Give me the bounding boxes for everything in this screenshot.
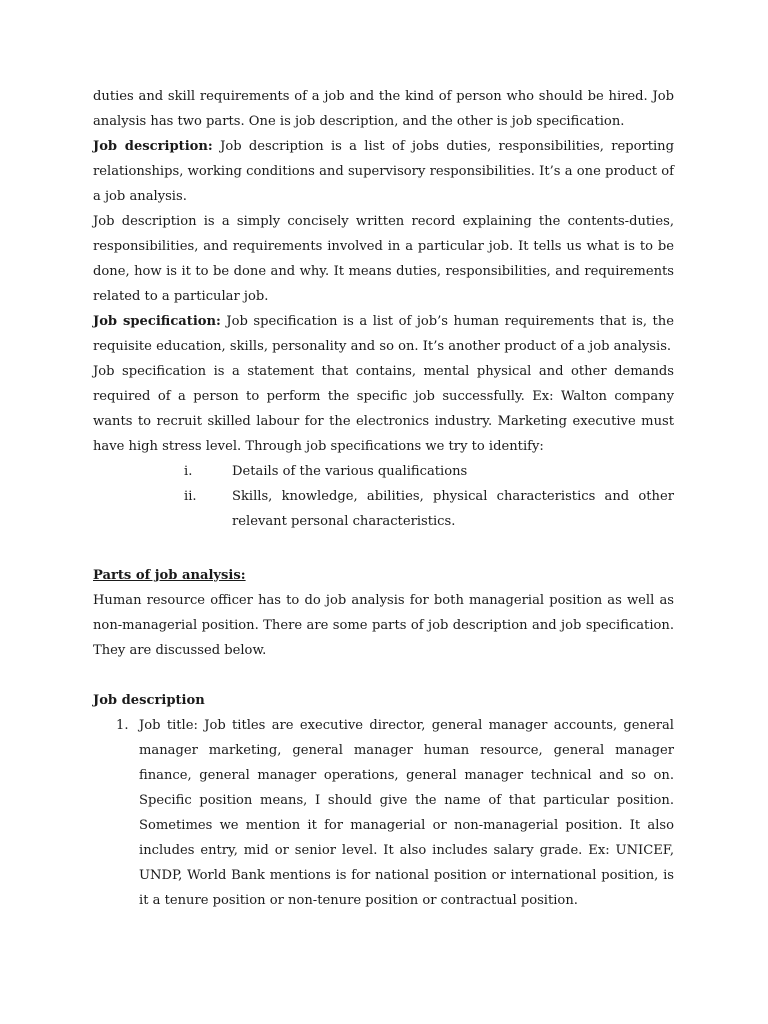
list-item-text: Skills, knowledge, abilities, physical characteristics and other relevant personal characteristics. [232,489,674,529]
job-specification-paragraph: Job specification is a statement that contains, mental physical and other demands required of a person to perform the specific job successfully. Ex: Walton company wants to recruit skilled labour for the electronics industry. Marketing executive must have high stress level. Through job specifications we try to identify: [93,364,674,454]
list-marker: 1. [116,718,129,733]
parts-paragraph: Human resource officer has to do job analysis for both managerial position as well as non-managerial position. There are some parts of job description and job specification. They are discussed below. [93,593,674,658]
job-description-list [93,713,674,913]
section-job-description [93,688,674,913]
parts-heading: Parts of job analysis: [93,568,246,583]
intro-paragraph: duties and skill requirements of a job and the kind of person who should be hired. Job analysis has two parts. One is job description, and the other is job specification. [93,89,674,129]
list-item-text: Job title: Job titles are executive director, general manager accounts, general manager marketing, general manager human resource, general manager finance, general manager operations, general manager technical and so on. Specific position means, I should give the name of that particular position. Sometimes we mention it for managerial or non-managerial position. It also includes entry, mid or senior level. It also includes salary grade. Ex: UNICEF, UNDP, World Bank mentions is for national position or international position, is it a tenure position or non-tenure position or contractual position. [139,718,674,908]
section-parts-of-job-analysis [93,563,674,663]
specification-list [93,459,674,534]
job-description-heading: Job description [93,693,205,708]
job-description-label: Job description: [93,139,213,154]
job-description-definition [93,134,674,209]
job-specification-definition [93,309,674,359]
list-item-text: Details of the various qualifications [232,464,468,479]
list-item [93,459,674,484]
list-marker: ii. [184,489,197,504]
list-item [93,713,674,913]
job-description-paragraph: Job description is a simply concisely written record explaining the contents-duties, responsibilities, and requirements involved in a particular job. It tells us what is to be done, how is it to be done and why. It means duties, responsibilities, and requirements related to a particular job. [93,214,674,304]
list-item [93,484,674,534]
job-description-definition-text: Job description is a list of jobs duties, responsibilities, reporting relationships, working conditions and supervisory responsibilities. It’s a one product of a job analysis. [93,139,674,204]
job-specification-definition-text: Job specification is a list of job’s human requirements that is, the requisite education, skills, personality and so on. It’s another product of a job analysis. [93,314,674,354]
list-marker: i. [184,464,193,479]
job-specification-label: Job specification: [93,314,221,329]
section-job-analysis-overview [93,84,674,534]
